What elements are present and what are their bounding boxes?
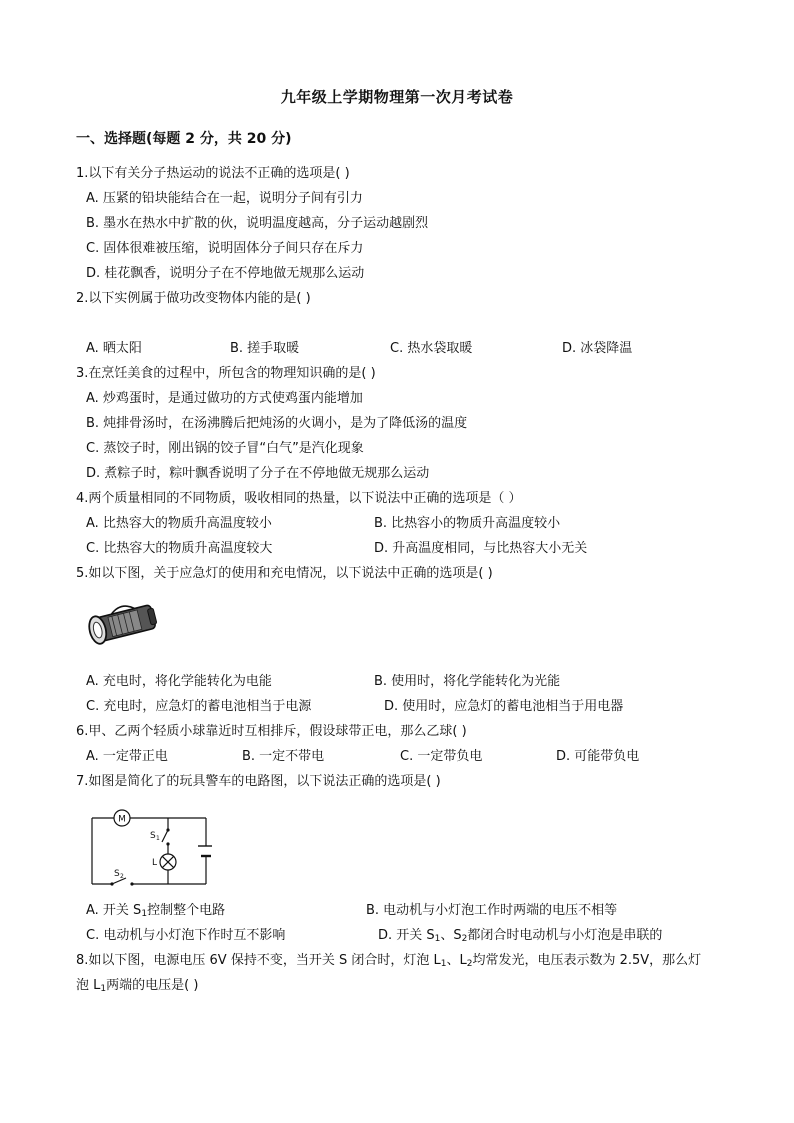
question-6-option-a[interactable]: A. 一定带正电 [86,749,168,764]
question-4-option-d[interactable]: D. 升高温度相同，与比热容大小无关 [374,541,588,556]
question-7-option-a[interactable]: A. 开关 $S_1$控制整个电路 [86,903,226,919]
question-7-stem: 7.如图是简化了的玩具警车的电路图，以下说法正确的选项是( ) [76,774,441,789]
question-1-stem: 1.以下有关分子热运动的说法不正确的选项是( ) [76,166,350,181]
question-6-option-d[interactable]: D. 可能带负电 [556,749,640,764]
question-5-option-c[interactable]: C. 充电时，应急灯的蓄电池相当于电源 [86,699,312,714]
question-2-option-c[interactable]: C. 热水袋取暖 [390,341,473,356]
question-1-option-a[interactable]: A. 压紧的铅块能结合在一起，说明分子间有引力 [86,191,363,206]
question-2-option-b[interactable]: B. 搓手取暖 [230,341,300,356]
page-title: 九年级上学期物理第一次月考试卷 [280,88,514,106]
question-8-stem-line-2: 泡 $L_1$两端的电压是( ) [76,978,199,994]
question-5-stem: 5.如以下图，关于应急灯的使用和充电情况，以下说法中正确的选项是( ) [76,566,493,581]
question-7-option-d[interactable]: D. 开关 $S_1$、$S_2$都闭合时电动机与小灯泡是串联的 [378,928,663,944]
question-6-option-c[interactable]: C. 一定带负电 [400,749,483,764]
question-5-option-d[interactable]: D. 使用时，应急灯的蓄电池相当于用电器 [384,699,624,714]
question-4-stem: 4.两个质量相同的不同物质，吸收相同的热量，以下说法中正确的选项是（ ） [76,491,522,506]
question-7-option-c[interactable]: C. 电动机与小灯泡下作时互不影响 [86,928,286,943]
question-4-option-c[interactable]: C. 比热容大的物质升高温度较大 [86,541,273,556]
question-1-option-c[interactable]: C. 固体很难被压缩，说明固体分子间只存在斥力 [86,241,364,256]
question-3-option-d[interactable]: D. 煮粽子时，粽叶飘香说明了分子在不停地做无规那么运动 [86,466,430,481]
question-8-stem-line-1: 8.如以下图，电源电压 6V 保持不变，当开关 S 闭合时，灯泡 $L_1$、$L_2$均常发光，电压表示数为 2.5V，那么灯 [76,953,702,969]
switch-s1-label: S [150,831,156,841]
emergency-lamp-figure [84,600,160,648]
question-3-option-c[interactable]: C. 蒸饺子时，刚出锅的饺子冒“白气”是汽化现象 [86,441,364,456]
question-7-option-b[interactable]: B. 电动机与小灯泡工作时两端的电压不相等 [366,903,618,918]
question-6-stem: 6.甲、乙两个轻质小球靠近时互相排斥，假设球带正电，那么乙球( ) [76,724,467,739]
question-1-option-d[interactable]: D. 桂花飘香，说明分子在不停地做无规那么运动 [86,266,365,281]
question-4-option-a[interactable]: A. 比热容大的物质升高温度较小 [86,516,272,531]
question-2-option-d[interactable]: D. 冰袋降温 [562,341,633,356]
motor-label: M [118,814,126,825]
question-1-option-b[interactable]: B. 墨水在热水中扩散的伙，说明温度越高，分子运动越剧烈 [86,216,429,231]
question-6-option-b[interactable]: B. 一定不带电 [242,749,325,764]
switch-s1-subscript: 1 [156,835,160,842]
question-5-option-a[interactable]: A. 充电时，将化学能转化为电能 [86,674,272,689]
switch-s2-label: S [114,869,120,879]
question-4-option-b[interactable]: B. 比热容小的物质升高温度较小 [374,516,561,531]
question-3-stem: 3.在烹饪美食的过程中，所包含的物理知识确的是( ) [76,366,376,381]
lamp-label: L [152,858,158,868]
question-5-option-b[interactable]: B. 使用时，将化学能转化为光能 [374,674,561,689]
question-2-option-a[interactable]: A. 晒太阳 [86,341,142,356]
switch-s2-subscript: 2 [120,873,124,880]
toy-police-car-circuit-diagram [88,808,212,892]
question-3-option-b[interactable]: B. 炖排骨汤时，在汤沸腾后把炖汤的火调小，是为了降低汤的温度 [86,416,468,431]
question-3-option-a[interactable]: A. 炒鸡蛋时，是通过做功的方式使鸡蛋内能增加 [86,391,363,406]
question-2-stem: 2.以下实例属于做功改变物体内能的是( ) [76,291,311,306]
section-heading: 一、选择题(每题 2 分，共 20 分) [76,131,292,147]
